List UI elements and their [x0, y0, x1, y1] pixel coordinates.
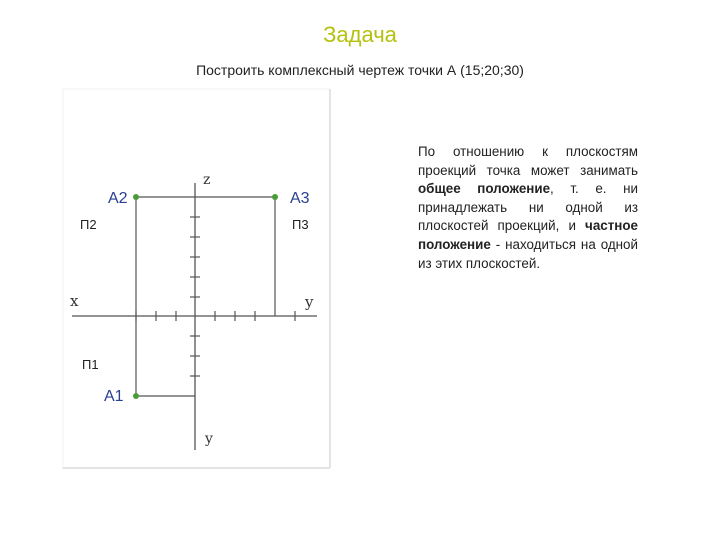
plane-pi3-label: П3: [292, 217, 309, 232]
y-axis-label-bottom: y: [205, 431, 213, 447]
plane-pi2-label: П2: [80, 217, 97, 232]
explanation-part-3: - находиться на одной из этих плоскостей.: [418, 236, 638, 271]
x-axis-label: x: [70, 292, 79, 310]
point-a3: [272, 194, 278, 200]
slide-title: Задача: [323, 22, 397, 47]
y-axis-label-right: y: [305, 293, 314, 311]
point-a1: [133, 393, 139, 399]
task-statement: Построить комплексный чертеж точки А (15;20;30): [196, 62, 524, 78]
explanation-part-2: , т. е. ни принадлежать ни одной из плоскостей проекций, и: [418, 181, 638, 234]
projection-lines: [136, 197, 275, 396]
complex-drawing: [62, 85, 332, 470]
explanation-term-general: общее положение: [418, 181, 551, 197]
explanation-text: [418, 143, 638, 273]
point-a2: [133, 194, 139, 200]
explanation-part-1: По отношению к плоскостям проекций точка может занимать: [418, 144, 638, 178]
explanation-term-particular: частное положение: [418, 218, 638, 252]
z-axis-label: z: [203, 172, 211, 188]
plane-pi1-label: П1: [82, 357, 99, 372]
point-a3-label: А3: [290, 190, 310, 207]
point-a2-label: А2: [108, 190, 128, 207]
drawing-svg: [62, 85, 332, 470]
point-a1-label: А1: [104, 388, 124, 405]
